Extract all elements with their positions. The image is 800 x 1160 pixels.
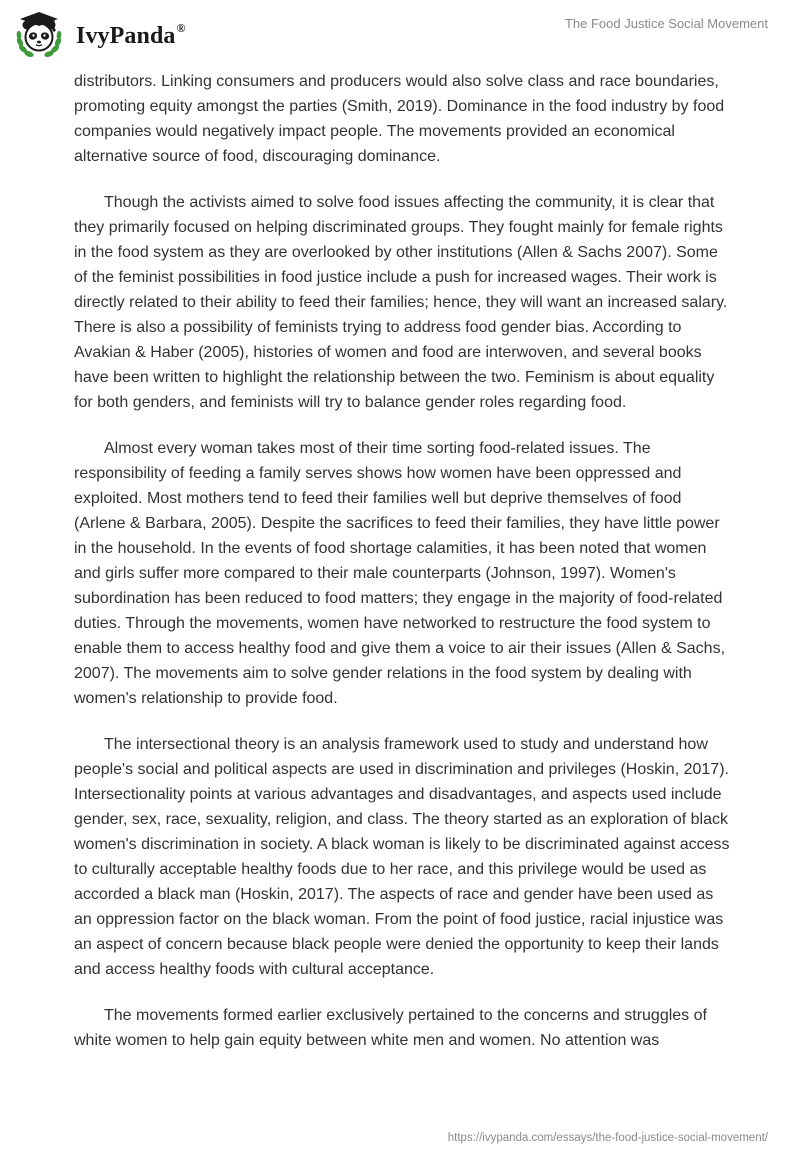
source-url[interactable]: https://ivypanda.com/essays/the-food-justice-social-movement/ xyxy=(447,1132,768,1144)
paragraph: The intersectional theory is an analysis framework used to study and understand how people's social and political aspects are used in discrimination and privileges (Hoskin, 2017). Intersectionality points at various advantages and disadvantages, and aspects used include gender, sex, race, sexuality, religion, and class. The theory started as an exploration of black women's discrimination in society. A black woman is likely to be discriminated against access to culturally acceptable healthy foods due to her race, and this privilege would be used as accorded a black man (Hoskin, 2017). The aspects of race and gender have been used as an oppression factor on the black woman. From the point of food justice, racial injustice was an aspect of concern because black people were denied the opportunity to keep their lands and access healthy foods with cultural acceptance. xyxy=(74,736,730,978)
registered-mark: ® xyxy=(176,20,186,35)
paragraph-continuation: distributors. Linking consumers and producers would also solve class and race boundaries, promoting equity amongst the parties (Smith, 2019). Dominance in the food industry by food companies would negatively impact people. The movements provided an economical alternative source of food, discouraging dominance. xyxy=(74,73,725,165)
ivypanda-logo[interactable] xyxy=(14,8,186,58)
logo-wordmark xyxy=(76,20,186,50)
logo-name: IvyPanda xyxy=(76,22,176,49)
page-header xyxy=(0,0,800,68)
paragraph: Though the activists aimed to solve food issues affecting the community, it is clear that they primarily focused on helping discriminated groups. They fought mainly for female rights in the food system as they are overlooked by other institutions (Allen & Sachs 2007). Some of the feminist possibilities in food justice include a push for increased wages. Their work is directly related to their ability to feed their families; hence, they will want an increased salary. There is also a possibility of feminists trying to address food gender bias. According to Avakian & Haber (2005), histories of women and food are interwoven, and several books have been written to highlight the relationship between the two. Feminism is about equality for both genders, and feminists will try to balance gender roles regarding food. xyxy=(74,194,728,411)
essay-body xyxy=(74,69,734,1074)
paragraph: The movements formed earlier exclusively pertained to the concerns and struggles of white women to help gain equity between white men and women. No attention was xyxy=(74,1007,707,1049)
panda-graduate-icon xyxy=(14,8,64,58)
paragraph: Almost every woman takes most of their time sorting food-related issues. The responsibility of feeding a family serves shows how women have been oppressed and exploited. Most mothers tend to feed their families well but deprive themselves of food (Arlene & Barbara, 2005). Despite the sacrifices to feed their families, they have little power in the household. In the events of food shortage calamities, it has been noted that women and girls suffer more compared to their male counterparts (Johnson, 1997). Women's subordination has been reduced to food matters; they engage in the majority of food-related duties. Through the movements, women have networked to restructure the food system to enable them to access healthy food and give them a voice to air their issues (Allen & Sachs, 2007). The movements aim to solve gender relations in the food system by dealing with women's relationship to provide food. xyxy=(74,440,726,707)
document-title: The Food Justice Social Movement xyxy=(564,16,768,31)
